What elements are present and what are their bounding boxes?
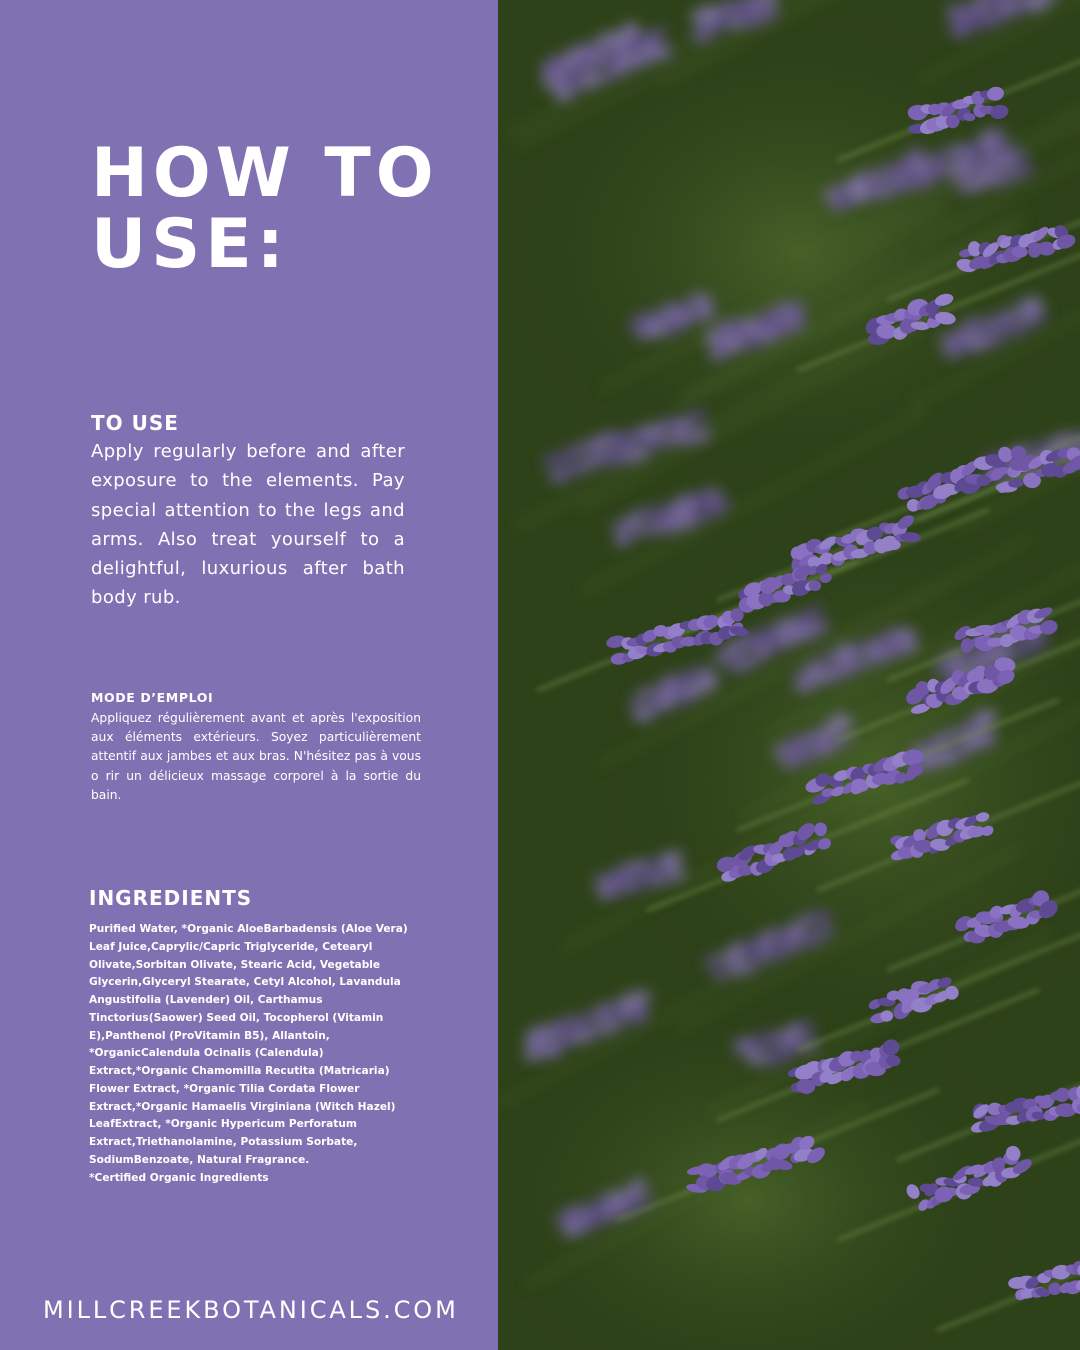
ingredients-line: *Certified Organic Ingredients <box>89 1171 269 1184</box>
website-link[interactable]: MILLCREEKBOTANICALS.COM <box>43 1296 459 1324</box>
lavender-field-photo <box>498 0 1080 1350</box>
ingredients-line: E),Panthenol (ProVitamin B5), Allantoin, <box>89 1029 330 1042</box>
ingredients-line: Extract,*Organic Chamomilla Recutita (Matricaria) <box>89 1065 390 1077</box>
ingredients-line: Glycerin,Glyceryl Stearate, Cetyl Alcohol, Lavandula <box>89 976 401 989</box>
ingredients-line: Leaf Juice,Caprylic/Capric Triglyceride, Cetearyl <box>89 940 373 953</box>
info-panel <box>0 0 498 1350</box>
ingredients-line: Purified Water, *Organic AloeBarbadensis (Aloe Vera) <box>89 923 408 935</box>
ingredients-title: INGREDIENTS <box>89 886 253 910</box>
heading-line-2: USE: <box>91 205 289 284</box>
ingredients-line: Extract,Triethanolamine, Potassium Sorbate, <box>89 1136 358 1148</box>
ingredients-line: Olivate,Sorbitan Olivate, Stearic Acid, Vegetable <box>89 958 381 971</box>
ingredients-line: Angustifolia (Lavender) Oil, Carthamus <box>89 994 323 1006</box>
ingredients-line: Tinctorius(Saower) Seed Oil, Tocopherol (Vitamin <box>89 1011 384 1024</box>
ingredients-line: Extract,*Organic Hamaelis Virginiana (Witch Hazel) <box>89 1100 396 1113</box>
ingredients-line: SodiumBenzoate, Natural Fragrance. <box>89 1153 310 1166</box>
ingredients-list <box>89 921 424 1187</box>
mode-emploi-text: Appliquez régulièrement avant et après l'exposition aux éléments extérieurs. Soyez particulièrement attentif aux jambes et aux bras. N'hésitez pas à vous o rir un délicieux massage corporel à la sortie du bain. <box>91 711 421 802</box>
ingredients-line: Flower Extract, *Organic Tilia Cordata Flower <box>89 1082 360 1095</box>
to-use-title: TO USE <box>91 411 179 435</box>
ingredients-line: *OrganicCalendula Ocinalis (Calendula) <box>89 1047 324 1060</box>
heading-line-1: HOW TO <box>91 134 439 213</box>
mode-emploi-title: MODE D’EMPLOI <box>91 690 214 705</box>
page-heading <box>91 134 491 284</box>
ingredients-line: LeafExtract, *Organic Hypericum Perforatum <box>89 1118 357 1131</box>
to-use-text: Apply regularly before and after exposure to the elements. Pay special attention to the legs and arms. Also treat yourself to a delightful, luxurious after bath body rub. <box>91 441 405 609</box>
lavender-illustration <box>498 0 1080 1350</box>
